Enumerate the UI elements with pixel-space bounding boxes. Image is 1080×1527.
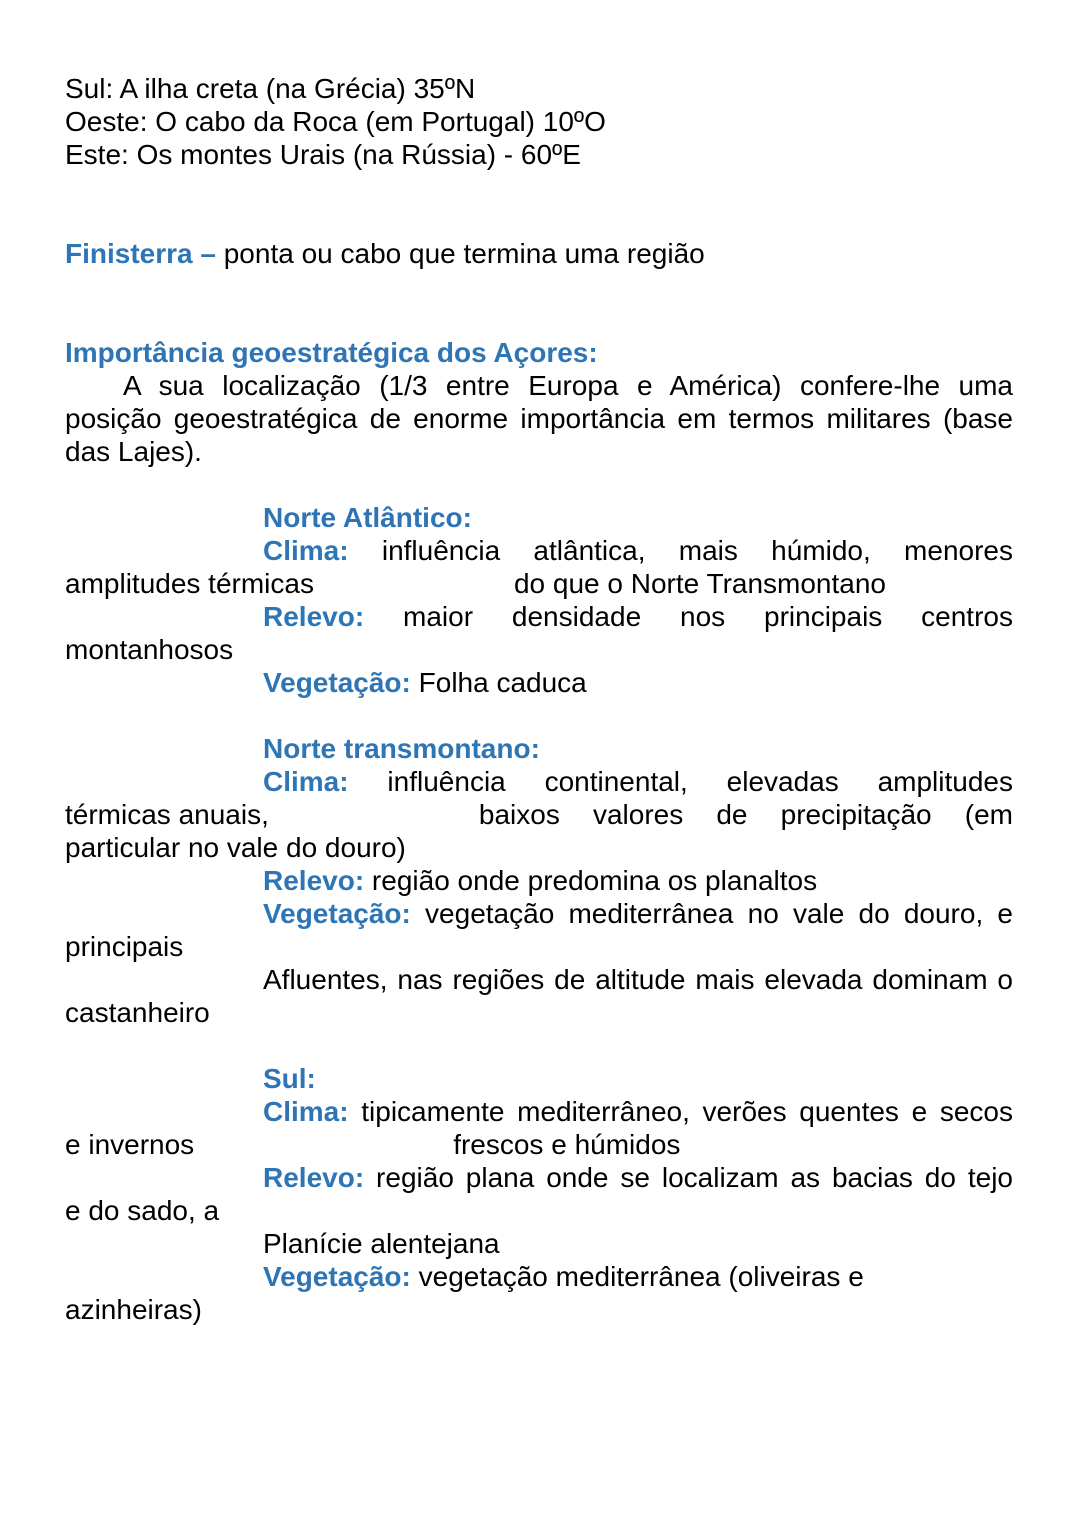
text-segment: do que o Norte Transmontano (513, 568, 886, 599)
text-line (65, 138, 1013, 171)
term-label: Finisterra – (65, 238, 216, 269)
text-segment: maior densidade nos principais centros (364, 601, 1013, 632)
term-label: Vegetação: (263, 1261, 411, 1292)
text-segment: influência atlântica, mais húmido, menores (348, 535, 1013, 566)
text-segment: ponta ou cabo que termina uma região (215, 238, 705, 269)
text-line (65, 1293, 1013, 1326)
blank-line (65, 1029, 1013, 1062)
text-line (65, 501, 1013, 534)
text-segment: térmicas anuais, (65, 799, 269, 830)
blank-line (65, 171, 1013, 204)
text-line (65, 402, 1013, 435)
text-segment: amplitudes térmicas (65, 568, 314, 599)
text-line (65, 1128, 1013, 1161)
text-line (65, 72, 1013, 105)
text-line (65, 996, 1013, 1029)
term-label: Relevo: (263, 865, 365, 896)
term-label: Importância geoestratégica dos Açores: (65, 337, 598, 368)
text-line (65, 798, 1013, 831)
text-segment: Planície alentejana (263, 1228, 500, 1259)
text-line (65, 666, 1013, 699)
text-segment: Oeste: O cabo da Roca (em Portugal) 10ºO (65, 106, 606, 137)
text-segment: frescos e húmidos (453, 1129, 681, 1160)
text-segment: A sua localização (1/3 entre Europa e América) confere-lhe uma (123, 370, 1013, 401)
text-line (65, 732, 1013, 765)
term-label: Vegetação: (263, 898, 411, 929)
text-segment: região onde predomina os planaltos (364, 865, 818, 896)
text-line (65, 105, 1013, 138)
text-segment: azinheiras) (65, 1294, 202, 1325)
term-label: Clima: (263, 766, 349, 797)
text-segment: Sul: A ilha creta (na Grécia) 35ºN (65, 73, 476, 104)
text-line (65, 336, 1013, 369)
term-label: Relevo: (263, 1162, 365, 1193)
text-line (65, 930, 1013, 963)
text-line (65, 1062, 1013, 1095)
text-line (65, 1260, 1013, 1293)
term-label: Sul: (263, 1063, 316, 1094)
text-line (65, 897, 1013, 930)
blank-line (65, 699, 1013, 732)
text-segment: Este: Os montes Urais (na Rússia) - 60ºE (65, 139, 581, 170)
text-line (65, 864, 1013, 897)
text-segment: montanhosos (65, 634, 234, 665)
text-segment: vegetação mediterrânea no vale do douro, e (410, 898, 1013, 929)
term-label: Clima: (263, 535, 349, 566)
text-line (65, 369, 1013, 402)
blank-line (65, 270, 1013, 303)
term-label: Relevo: (263, 601, 365, 632)
text-line (65, 1194, 1013, 1227)
text-line (65, 1227, 1013, 1260)
text-line (65, 435, 1013, 468)
text-line (65, 600, 1013, 633)
text-segment: e invernos (65, 1129, 195, 1160)
text-line (65, 1161, 1013, 1194)
blank-line (65, 468, 1013, 501)
tab-space (269, 798, 479, 831)
tab-space (314, 567, 514, 600)
text-segment: e do sado, a (65, 1195, 220, 1226)
text-segment: principais (65, 931, 184, 962)
tab-space (194, 1128, 453, 1161)
text-segment: castanheiro (65, 997, 210, 1028)
text-segment: particular no vale do douro) (65, 832, 406, 863)
text-segment: das Lajes). (65, 436, 202, 467)
text-segment: tipicamente mediterrâneo, verões quentes e secos (348, 1096, 1013, 1127)
text-segment: Afluentes, nas regiões de altitude mais elevada dominam o (263, 964, 1013, 995)
blank-line (65, 204, 1013, 237)
term-label: Norte transmontano: (263, 733, 540, 764)
term-label: Clima: (263, 1096, 349, 1127)
text-line (65, 567, 1013, 600)
text-line (65, 1095, 1013, 1128)
text-segment: influência continental, elevadas amplitudes (348, 766, 1013, 797)
text-line (65, 963, 1013, 996)
text-line (65, 765, 1013, 798)
text-segment: posição geoestratégica de enorme importância em termos militares (base (65, 403, 1013, 434)
text-segment: vegetação mediterrânea (oliveiras e (410, 1261, 864, 1292)
term-label: Norte Atlântico: (263, 502, 472, 533)
text-line (65, 534, 1013, 567)
term-label: Vegetação: (263, 667, 411, 698)
text-line (65, 633, 1013, 666)
blank-line (65, 303, 1013, 336)
text-line (65, 831, 1013, 864)
text-segment: região plana onde se localizam as bacias do tejo (364, 1162, 1013, 1193)
text-segment: Folha caduca (410, 667, 587, 698)
text-segment: baixos valores de precipitação (em (478, 799, 1013, 830)
text-line (65, 237, 1013, 270)
